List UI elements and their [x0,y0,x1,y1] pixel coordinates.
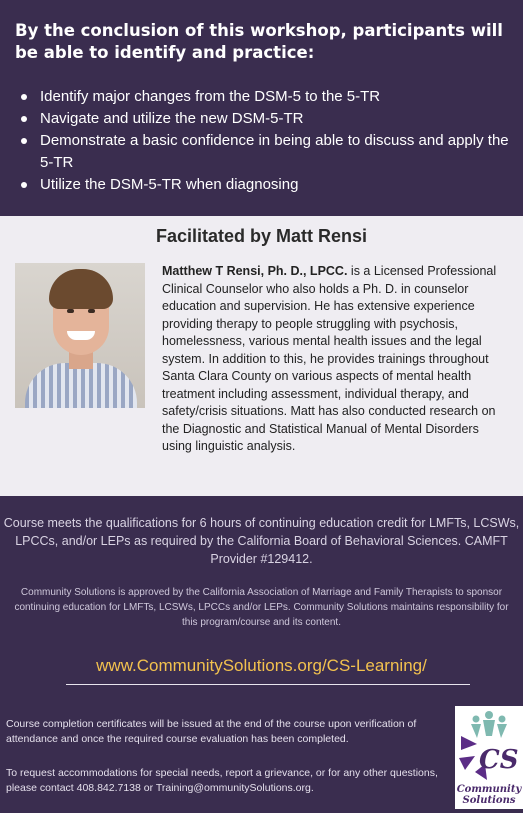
logo-text: Community Solutions [456,784,522,806]
divider-line [66,684,470,685]
facilitator-bio [162,263,512,456]
objectives-list [20,86,510,196]
objectives-section [0,0,523,216]
objective-item: Identify major changes from the DSM-5 to the 5-TR [20,86,510,108]
community-solutions-logo [455,706,523,809]
objective-item: Demonstrate a basic confidence in being able to discuss and apply the 5-TR [20,130,510,174]
ce-credit-text: Course meets the qualifications for 6 hours of continuing education credit for LMFTs, LCSWs, LPCCs, and/or LEPs as required by the California Board of Behavioral Sciences. CAMFT Provider #129412. [3,516,520,566]
facilitator-name: Matthew T Rensi, Ph. D., LPCC. [162,264,348,278]
facilitator-bio-text: is a Licensed Professional Clinical Counselor who also holds a Ph. D. in counselor education and supervision. He has extensive experience providing therapy to people struggling with psychosis, homelessness, various mental health issues and the legal system. In addition to this, he provides trainings throughout Santa Clara County on various aspects of mental health treatment including assessment, individual therapy, and safety/crisis situations. Matt has also conducted research on the Diagnostic and Statistical Manual of Mental Disorders using linguistic analysis. [162,264,497,453]
camft-approval-text: Community Solutions is approved by the California Association of Marriage and Family Therapists to sponsor continuing education for LMFTs, LCSWs, LPCCs and/or LEPs. Community Solutions maintains responsibility for this program/course and its content. [14,587,509,628]
course-url-link[interactable]: www.CommunitySolutions.org/CS-Learning/ [96,656,427,675]
facilitator-heading: Facilitated by Matt Rensi [155,226,368,246]
logo-letters: CS [479,745,519,775]
facilitator-photo [15,263,145,408]
objectives-heading: By the conclusion of this workshop, participants will be able to identify and practice: [15,21,503,62]
certificate-text: Course completion certificates will be issued at the end of the course upon verification of attendance and once the required course evaluation has been completed. [6,718,417,745]
logo-mark-icon [455,706,523,786]
credit-section [0,496,523,813]
facilitator-section [0,216,523,496]
accommodation-text: To request accommodations for special needs, report a grievance, or for any other questions, please contact 408.842.7138 or Training@ommunitySolutions.org. [6,767,438,794]
objective-item: Navigate and utilize the new DSM-5-TR [20,108,510,130]
objective-item: Utilize the DSM-5-TR when diagnosing [20,174,510,196]
